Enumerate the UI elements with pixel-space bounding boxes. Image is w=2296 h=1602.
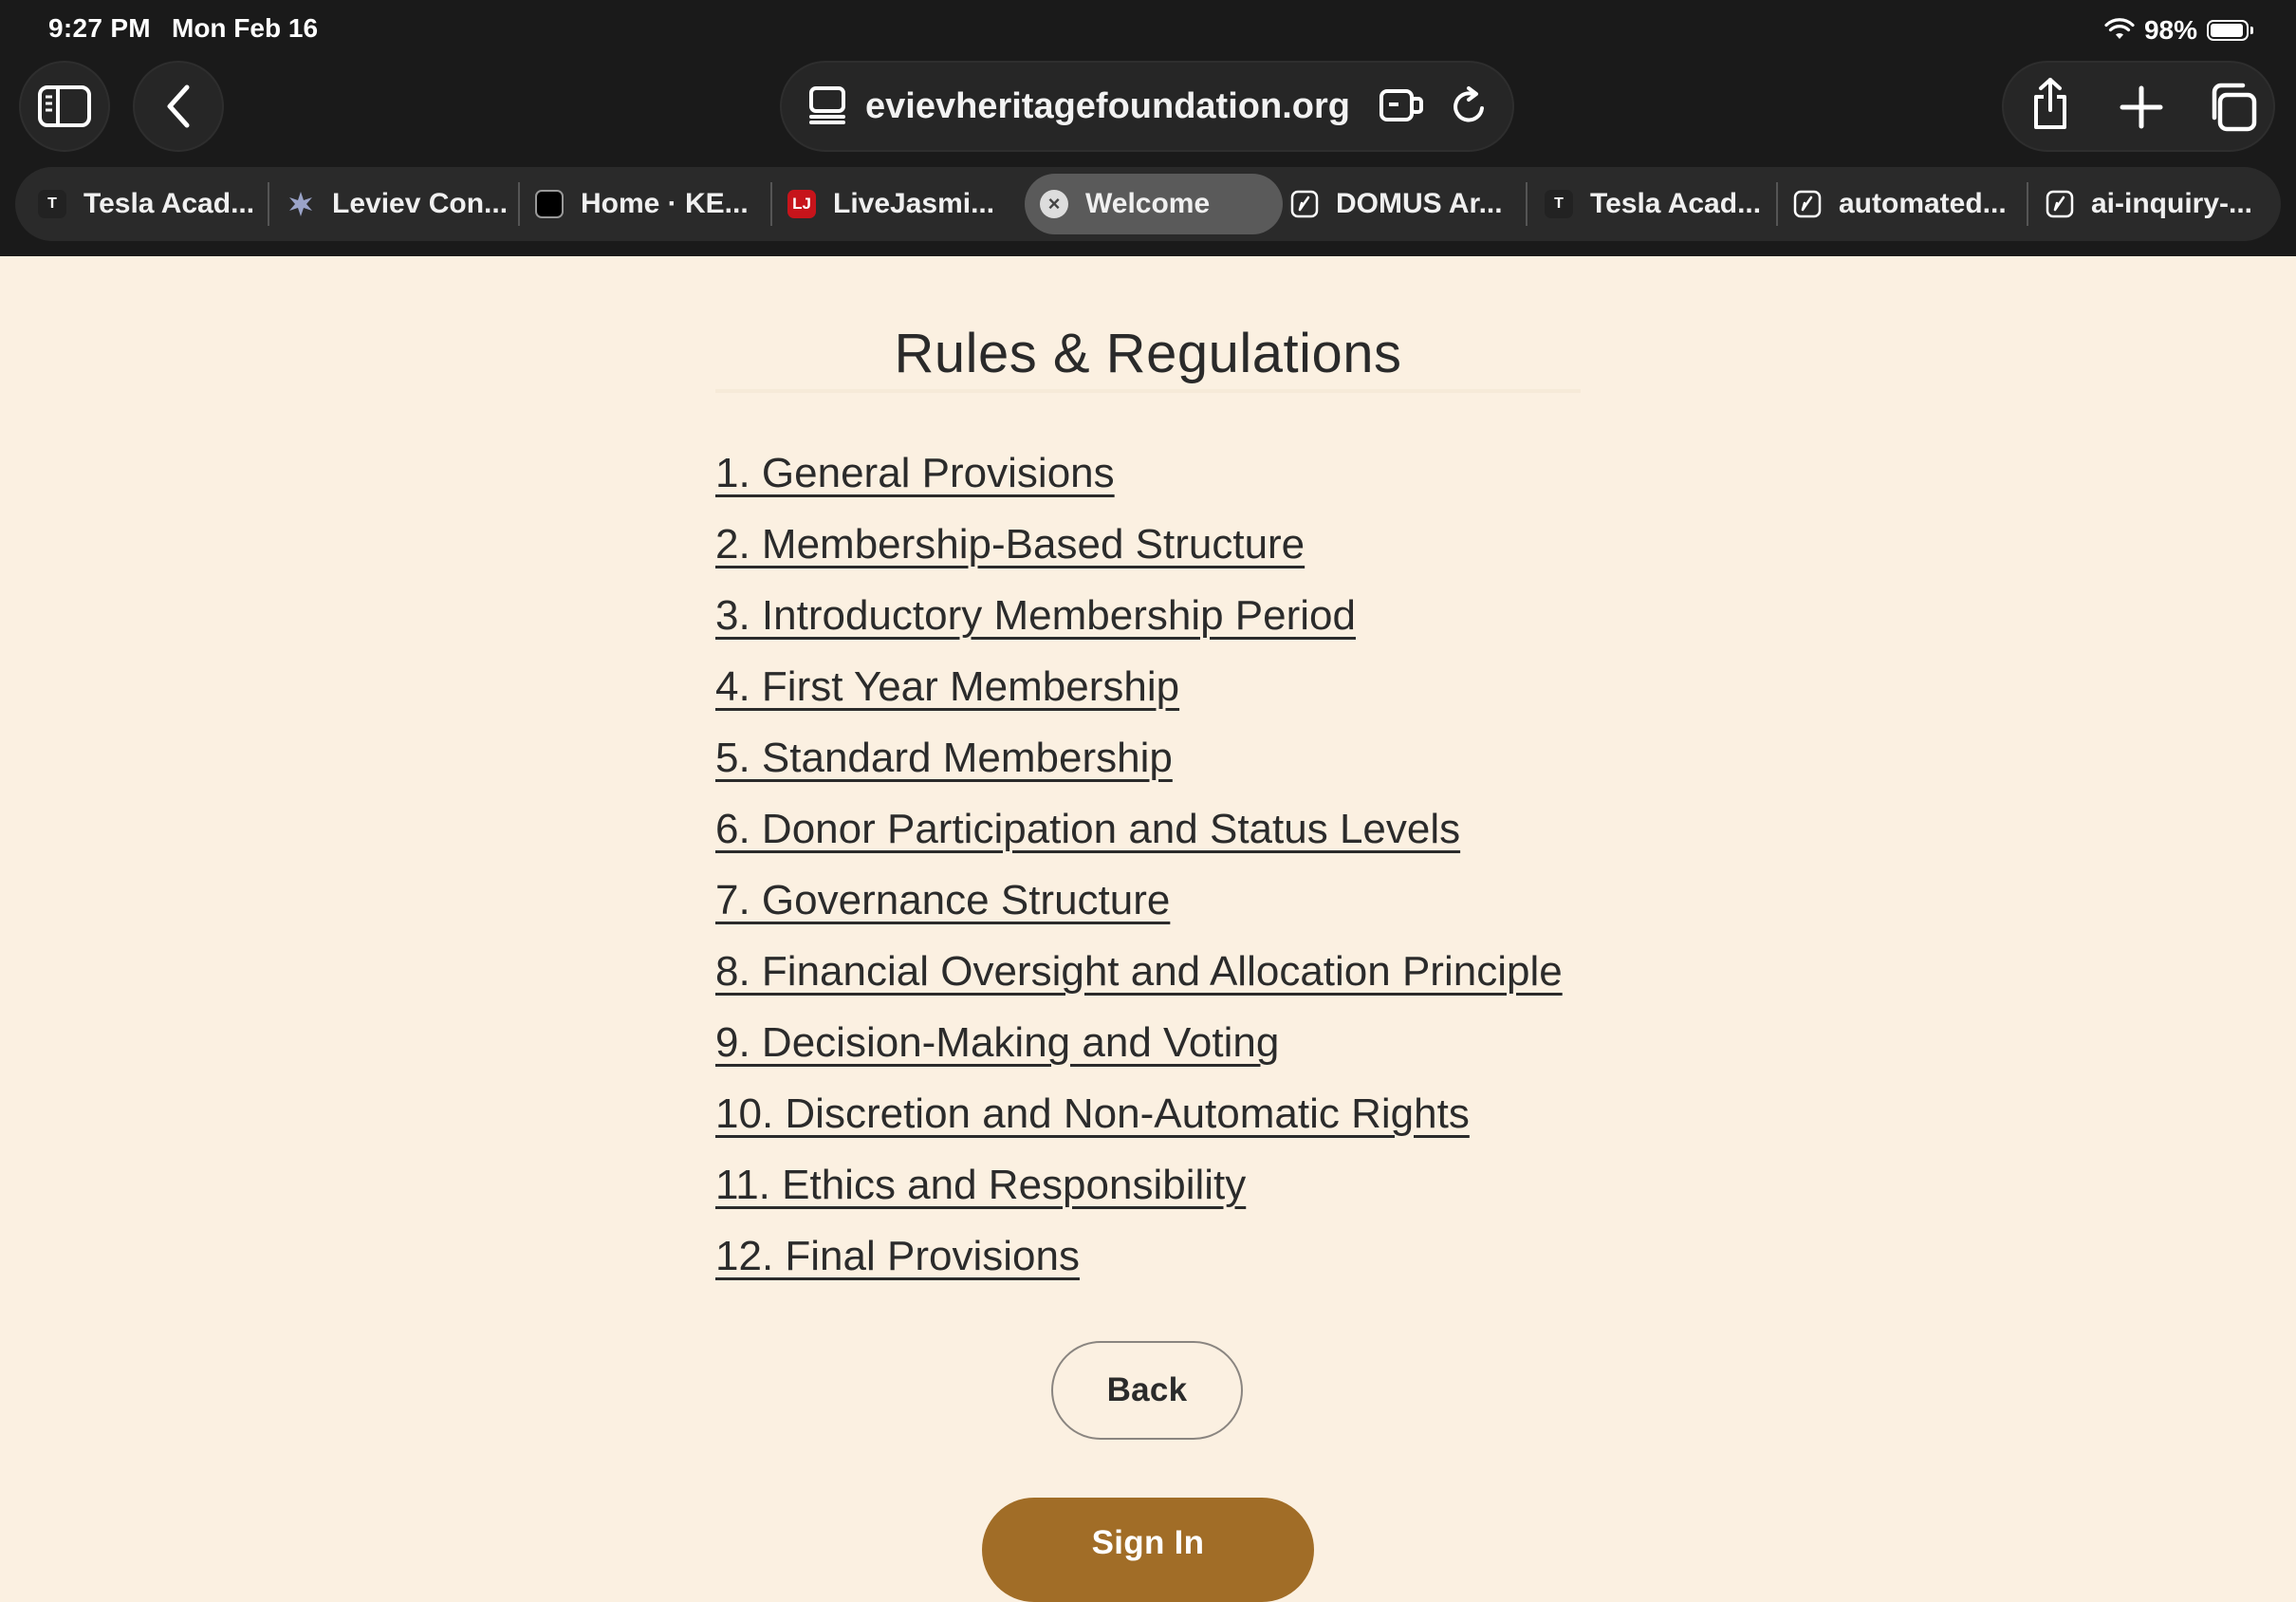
address-bar[interactable] <box>780 61 1514 152</box>
tab-title: Home · KE... <box>581 188 749 219</box>
list-item <box>715 735 1563 806</box>
sidebar-icon <box>37 84 92 128</box>
tab-home-ke[interactable] <box>535 167 749 241</box>
tab-strip <box>15 167 2281 241</box>
section-link-10[interactable]: 10. Discretion and Non-Automatic Rights <box>715 1090 1470 1137</box>
tab-welcome[interactable] <box>1025 174 1283 234</box>
list-item <box>715 877 1563 948</box>
tab-title: Leviev Con... <box>332 188 509 219</box>
url-text: evievheritagefoundation.org <box>865 86 1350 126</box>
list-item <box>715 1090 1563 1162</box>
wifi-icon <box>2104 18 2135 43</box>
pen-icon <box>2046 190 2074 218</box>
section-link-11[interactable]: 11. Ethics and Responsibility <box>715 1162 1247 1208</box>
tab-ai-inquiry[interactable] <box>2046 167 2252 241</box>
list-item <box>715 806 1563 877</box>
tab-separator <box>2027 182 2028 226</box>
sidebar-toggle-button[interactable] <box>19 61 110 152</box>
section-link-6[interactable]: 6. Donor Participation and Status Levels <box>715 806 1461 852</box>
tab-tesla-academy[interactable] <box>38 167 254 241</box>
section-link-4[interactable]: 4. First Year Membership <box>715 663 1180 710</box>
list-item <box>715 948 1563 1019</box>
battery-icon <box>2207 20 2249 41</box>
status-indicators <box>2104 11 2249 49</box>
sign-in-button[interactable]: Sign In <box>982 1498 1314 1602</box>
section-link-7[interactable]: 7. Governance Structure <box>715 877 1171 923</box>
section-link-8[interactable]: 8. Financial Oversight and Allocation Principle <box>715 948 1563 995</box>
toolbar-actions <box>2002 61 2275 152</box>
tab-title: Tesla Acad... <box>83 188 255 219</box>
tab-separator <box>518 182 520 226</box>
list-item <box>715 1162 1563 1233</box>
status-date: Mon Feb 16 <box>172 13 319 43</box>
list-item <box>715 592 1563 663</box>
list-item <box>715 663 1563 735</box>
tab-title: automated... <box>1839 188 2007 219</box>
tab-title: DOMUS Ar... <box>1336 188 1503 219</box>
list-item <box>715 1019 1563 1090</box>
section-link-9[interactable]: 9. Decision-Making and Voting <box>715 1019 1280 1066</box>
back-button[interactable]: Back <box>1051 1341 1243 1440</box>
tab-separator <box>1526 182 1528 226</box>
tab-leviev-con[interactable] <box>287 167 508 241</box>
status-time: 9:27 PM <box>48 13 151 43</box>
tab-automated[interactable] <box>1793 167 2007 241</box>
tab-favicon: T <box>1545 190 1573 218</box>
tab-separator <box>770 182 772 226</box>
battery-percent: 98% <box>2143 15 2197 45</box>
pen-icon <box>1290 190 1319 218</box>
close-icon[interactable]: × <box>1040 190 1068 218</box>
list-item <box>715 1233 1563 1304</box>
tab-separator <box>1776 182 1778 226</box>
tab-title: LiveJasmi... <box>833 188 995 219</box>
tab-title: Tesla Acad... <box>1590 188 1762 219</box>
page-title: Rules & Regulations <box>894 322 1402 384</box>
rules-section-list <box>715 450 1563 1304</box>
page-menu-icon <box>808 85 846 125</box>
reload-icon[interactable] <box>1450 85 1490 127</box>
chevron-left-icon <box>164 84 193 129</box>
home-square-icon <box>535 190 564 218</box>
share-icon[interactable] <box>2028 76 2072 133</box>
browser-chrome <box>0 0 2296 256</box>
tabs-overview-icon[interactable] <box>2207 82 2258 133</box>
tab-favicon: LJ <box>787 190 816 218</box>
list-item <box>715 450 1563 521</box>
section-link-5[interactable]: 5. Standard Membership <box>715 735 1173 781</box>
tab-tesla-academy-2[interactable] <box>1545 167 1761 241</box>
section-link-2[interactable]: 2. Membership-Based Structure <box>715 521 1305 568</box>
tab-title: Welcome <box>1085 188 1211 219</box>
tab-livejasmin[interactable] <box>787 167 994 241</box>
section-link-1[interactable]: 1. General Provisions <box>715 450 1115 496</box>
tab-favicon: T <box>38 190 66 218</box>
star-icon <box>287 190 315 218</box>
extension-icon[interactable] <box>1378 85 1425 125</box>
tab-domus[interactable] <box>1290 167 1503 241</box>
pen-icon <box>1793 190 1822 218</box>
tab-title: ai-inquiry-... <box>2091 188 2253 219</box>
tab-separator <box>268 182 269 226</box>
new-tab-icon[interactable] <box>2120 85 2163 129</box>
section-link-12[interactable]: 12. Final Provisions <box>715 1233 1080 1279</box>
back-nav-button[interactable] <box>133 61 224 152</box>
list-item <box>715 521 1563 592</box>
title-divider <box>715 389 1581 393</box>
section-link-3[interactable]: 3. Introductory Membership Period <box>715 592 1356 639</box>
